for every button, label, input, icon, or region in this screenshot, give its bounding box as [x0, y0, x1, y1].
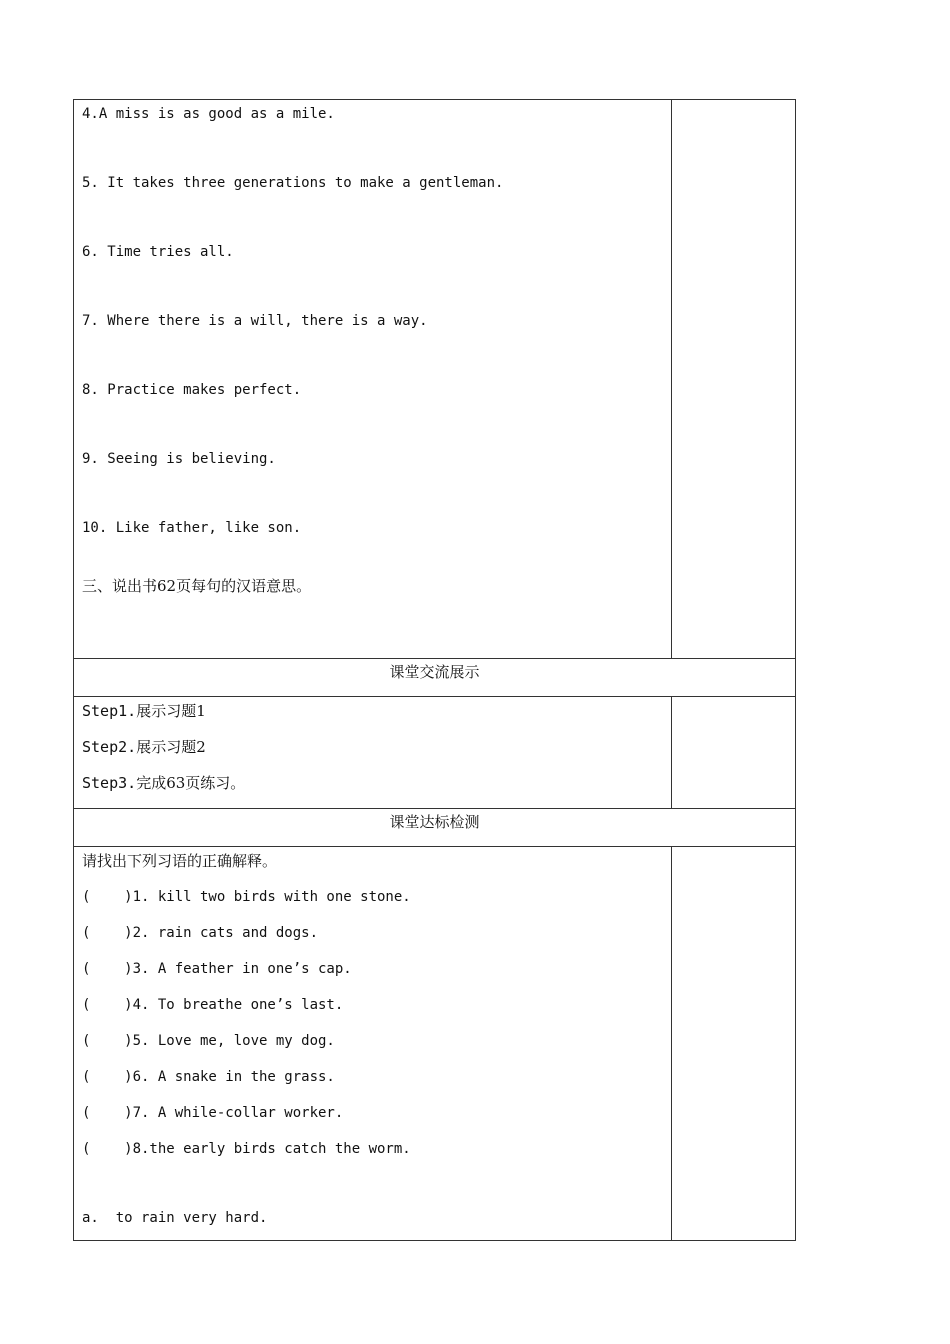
step-line [82, 736, 671, 772]
quiz-item: ( )3. A feather in one’s cap. [82, 961, 352, 977]
steps-cell [74, 697, 672, 809]
section-header-test: 课堂达标检测 [74, 809, 796, 847]
step-label: Step1. [82, 702, 137, 720]
proverb-line: 8. Practice makes perfect. [82, 382, 302, 398]
quiz-item: ( )7. A while-collar worker. [82, 1105, 344, 1121]
notes-cell [672, 100, 796, 659]
step-text: 完成63页练习。 [136, 774, 246, 792]
lesson-plan-table [73, 99, 796, 1241]
step-label: Step2. [82, 738, 137, 756]
section-header-row [74, 659, 796, 697]
quiz-instruction: 请找出下列习语的正确解释。 [82, 852, 278, 870]
proverbs-cell [74, 100, 672, 659]
notes-cell [672, 847, 796, 1241]
proverb-line: 5. It takes three generations to make a gentleman. [82, 175, 504, 191]
answer-option: a. to rain very hard. [82, 1210, 268, 1226]
step-line [82, 700, 671, 736]
quiz-cell [74, 847, 672, 1241]
step-text: 展示习题1 [136, 702, 206, 720]
proverb-line: 10. Like father, like son. [82, 520, 302, 536]
proverb-line: 7. Where there is a will, there is a way. [82, 313, 428, 329]
section-header-exchange: 课堂交流展示 [74, 659, 796, 697]
quiz-item: ( )4. To breathe one’s last. [82, 997, 344, 1013]
proverb-line: 6. Time tries all. [82, 244, 234, 260]
quiz-item: ( )1. kill two birds with one stone. [82, 889, 411, 905]
quiz-row [74, 847, 796, 1241]
notes-cell [672, 697, 796, 809]
step-label: Step3. [82, 774, 137, 792]
proverb-line: 9. Seeing is believing. [82, 451, 276, 467]
quiz-item: ( )2. rain cats and dogs. [82, 925, 319, 941]
proverbs-row [74, 100, 796, 659]
proverb-line: 4.A miss is as good as a mile. [82, 106, 335, 122]
task-three-text: 三、说出书62页每句的汉语意思。 [82, 577, 312, 595]
step-line [82, 772, 671, 808]
step-text: 展示习题2 [136, 738, 206, 756]
quiz-item: ( )5. Love me, love my dog. [82, 1033, 335, 1049]
section-header-row [74, 809, 796, 847]
steps-row [74, 697, 796, 809]
quiz-item: ( )6. A snake in the grass. [82, 1069, 335, 1085]
quiz-item: ( )8.the early birds catch the worm. [82, 1141, 411, 1157]
